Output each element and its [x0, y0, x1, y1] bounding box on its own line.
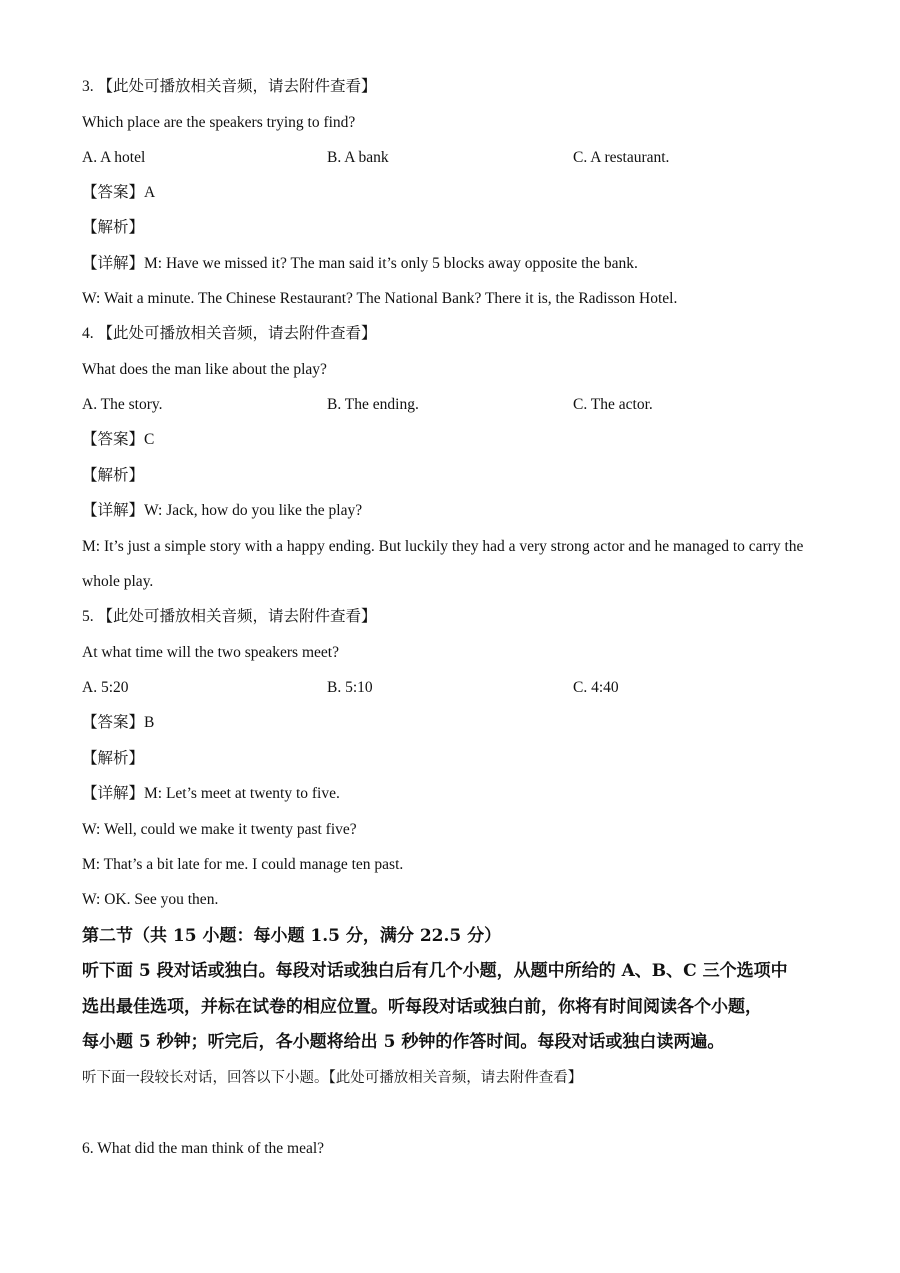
q4-answer: 【答案】C: [82, 431, 155, 448]
q6-question: 6. What did the man think of the meal?: [82, 1140, 325, 1157]
q5-option-c: C. 4:40: [573, 679, 619, 696]
q4-detail-3: whole play.: [82, 573, 154, 590]
q5-detail-2: W: Well, could we make it twenty past five?: [82, 821, 357, 838]
q4-analysis: 【解析】: [82, 467, 145, 484]
q3-analysis: 【解析】: [82, 219, 145, 236]
q4-option-c: C. The actor.: [573, 396, 653, 413]
q5-question: At what time will the two speakers meet?: [82, 644, 339, 661]
q3-option-a: A. A hotel: [82, 149, 146, 166]
section2-title: 第二节（共 15 小题：每小题 1.5 分，满分 22.5 分）: [82, 926, 502, 946]
section2-prompt: 听下面一段较长对话，回答以下小题。【此处可播放相关音频，请去附件查看】: [82, 1070, 583, 1086]
q3-answer: 【答案】A: [82, 184, 156, 201]
q3-option-b: B. A bank: [327, 149, 389, 166]
q4-question: What does the man like about the play?: [82, 361, 327, 378]
q4-option-b: B. The ending.: [327, 396, 419, 413]
q3-header: 3. 【此处可播放相关音频，请去附件查看】: [82, 78, 377, 95]
q3-detail-2: W: Wait a minute. The Chinese Restaurant? The National Bank? There it is, the Radisson Hotel.: [82, 290, 678, 307]
q3-option-c: C. A restaurant.: [573, 149, 670, 166]
q4-detail-2: M: It’s just a simple story with a happy ending. But luckily they had a very strong actor and he managed to carry the: [82, 538, 804, 555]
q5-answer: 【答案】B: [82, 714, 155, 731]
q3-detail-1: 【详解】M: Have we missed it? The man said it’s only 5 blocks away opposite the bank.: [82, 255, 638, 272]
section2-instruction-1: 听下面 5 段对话或独白。每段对话或独白后有几个小题，从题中所给的 A、B、C 三个选项中: [82, 961, 788, 981]
q4-header: 4. 【此处可播放相关音频，请去附件查看】: [82, 325, 377, 342]
section2-instruction-2: 选出最佳选项，并标在试卷的相应位置。听每段对话或独白前，你将有时间阅读各个小题，: [82, 997, 762, 1017]
q5-detail-3: M: That’s a bit late for me. I could manage ten past.: [82, 856, 404, 873]
q5-detail-4: W: OK. See you then.: [82, 891, 219, 908]
q3-question: Which place are the speakers trying to find?: [82, 114, 356, 131]
q5-option-b: B. 5:10: [327, 679, 373, 696]
q4-detail-1: 【详解】W: Jack, how do you like the play?: [82, 502, 363, 519]
q5-detail-1: 【详解】M: Let’s meet at twenty to five.: [82, 785, 340, 802]
q4-option-a: A. The story.: [82, 396, 163, 413]
q5-header: 5. 【此处可播放相关音频，请去附件查看】: [82, 608, 377, 625]
q5-option-a: A. 5:20: [82, 679, 129, 696]
section2-instruction-3: 每小题 5 秒钟；听完后，各小题将给出 5 秒钟的作答时间。每段对话或独白读两遍。: [82, 1032, 725, 1052]
q5-analysis: 【解析】: [82, 750, 145, 767]
